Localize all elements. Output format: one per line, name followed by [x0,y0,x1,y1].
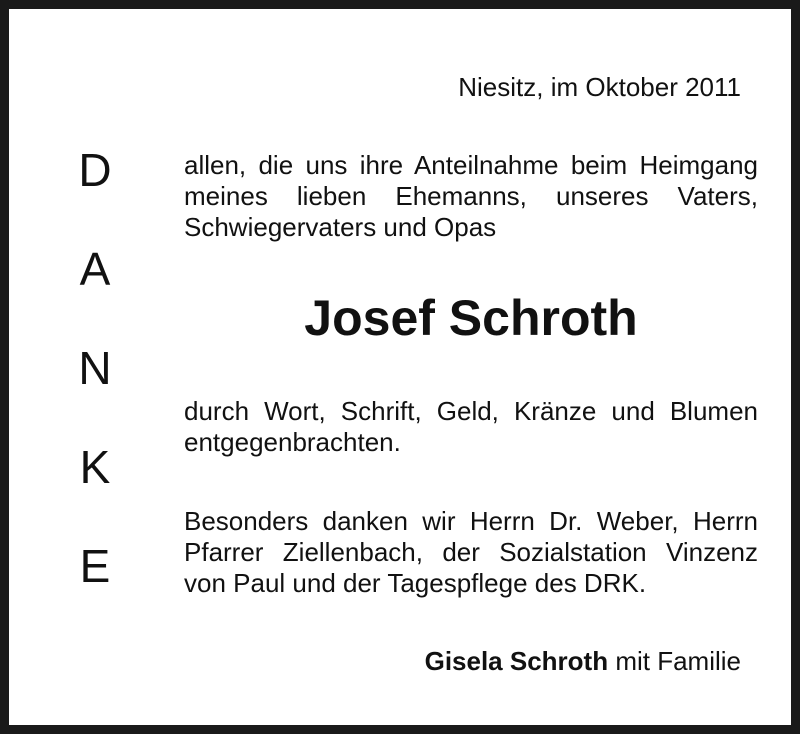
intro-line: Schwiegervaters und Opas [184,212,497,242]
intro-line: allen, die uns ihre Anteilnahme beim Heimgang [184,150,758,180]
special-thanks-paragraph [184,506,758,599]
danke-letter: N [78,342,112,394]
special-thanks-line: von Paul und der Tagespflege des DRK. [184,568,647,598]
deceased-name: Josef Schroth [304,290,638,346]
danke-letter: D [78,144,112,196]
danke-vertical-word [67,144,123,592]
thanks-paragraph [184,396,758,458]
special-thanks-line: Pfarrer Ziellenbach, der Sozialstation Vinzenz [184,537,758,567]
danke-letter: E [79,540,111,592]
signature-name: Gisela Schroth [424,646,609,676]
thanks-line: durch Wort, Schrift, Geld, Kränze und Blumen [184,396,758,426]
signature-suffix: mit Familie [615,646,741,676]
danke-letter: A [79,243,111,295]
date-line: Niesitz, im Oktober 2011 [458,72,741,102]
intro-paragraph [184,150,758,243]
signature [425,645,741,677]
danke-letter: K [79,441,111,493]
intro-line: meines lieben Ehemanns, unseres Vaters, [184,181,758,211]
special-thanks-line: Besonders danken wir Herrn Dr. Weber, Herrn [184,506,758,536]
thanks-line: entgegenbrachten. [184,427,401,457]
